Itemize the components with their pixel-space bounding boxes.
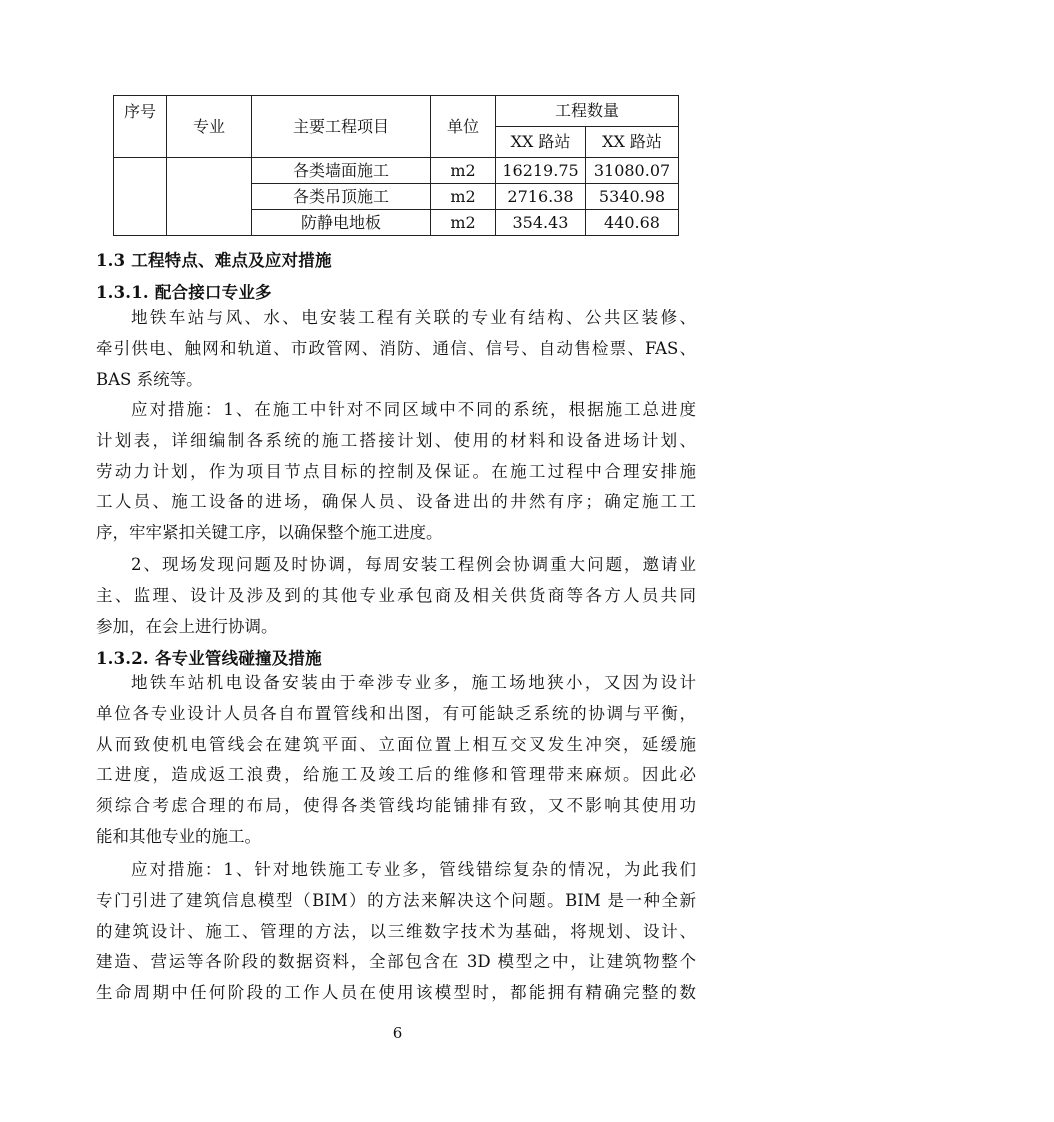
text-line: 能和其他专业的施工。 xyxy=(96,826,261,846)
header-index: 序号 xyxy=(114,96,167,158)
text-line: 须综合考虑合理的布局，使得各类管线均能铺排有致，又不影响其使用功 xyxy=(96,796,696,816)
paragraph-interfaces xyxy=(96,303,696,395)
cell-station-a: 16219.75 xyxy=(496,158,586,184)
text-line: 生命周期中任何阶段的工作人员在使用该模型时，都能拥有精确完整的数 xyxy=(96,983,696,1003)
cell-station-a: 2716.38 xyxy=(496,184,586,210)
paragraph-measures-2 xyxy=(96,550,696,642)
cell-unit: m2 xyxy=(431,158,496,184)
cell-station-b: 31080.07 xyxy=(586,158,679,184)
page-number: 6 xyxy=(392,1024,403,1042)
section-heading-1-3-1: 1.3.1. 配合接口专业多 xyxy=(96,283,272,302)
cell-item: 各类吊顶施工 xyxy=(252,184,431,210)
text-line: 劳动力计划，作为项目节点目标的控制及保证。在施工过程中合理安排施 xyxy=(96,461,696,481)
text-line: 应对措施：1、针对地铁施工专业多，管线错综复杂的情况，为此我们 xyxy=(131,860,696,879)
paragraph-bim-measures xyxy=(96,855,696,1009)
text-line: 序，牢牢紧扣关键工序，以确保整个施工进度。 xyxy=(96,523,443,543)
header-unit: 单位 xyxy=(431,96,496,158)
cell-index xyxy=(114,158,167,236)
text-line: 工进度，造成返工浪费，给施工及竣工后的维修和管理带来麻烦。因此必 xyxy=(96,765,696,785)
cell-station-b: 440.68 xyxy=(586,210,679,236)
quantity-table xyxy=(113,95,679,236)
text-line: 牵引供电、触网和轨道、市政管网、消防、通信、信号、自动售检票、FAS、 xyxy=(96,338,696,358)
text-line: 地铁车站与风、水、电安装工程有关联的专业有结构、公共区装修、 xyxy=(131,308,696,327)
text-line: 地铁车站机电设备安装由于牵涉专业多，施工场地狭小，又因为设计 xyxy=(131,673,696,692)
header-station-b: XX 路站 xyxy=(586,127,679,158)
text-line: 应对措施：1、在施工中针对不同区域中不同的系统，根据施工总进度 xyxy=(131,400,696,419)
paragraph-pipeline-collision xyxy=(96,668,696,853)
cell-discipline xyxy=(167,158,252,236)
section-heading-1-3-2: 1.3.2. 各专业管线碰撞及措施 xyxy=(96,649,322,668)
paragraph-measures-1 xyxy=(96,395,696,549)
cell-unit: m2 xyxy=(431,184,496,210)
text-line: 主、监理、设计及涉及到的其他专业承包商及相关供货商等各方人员共同 xyxy=(96,585,696,605)
cell-station-b: 5340.98 xyxy=(586,184,679,210)
text-line: BAS 系统等。 xyxy=(96,369,203,389)
header-item: 主要工程项目 xyxy=(252,96,431,158)
text-line: 从而致使机电管线会在建筑平面、立面位置上相互交叉发生冲突，延缓施 xyxy=(96,734,696,754)
text-line: 单位各专业设计人员各自布置管线和出图，有可能缺乏系统的协调与平衡， xyxy=(96,703,696,723)
cell-item: 各类墙面施工 xyxy=(252,158,431,184)
table-row xyxy=(114,158,679,184)
table-header-row xyxy=(114,96,679,127)
section-heading-1-3: 1.3 工程特点、难点及应对措施 xyxy=(96,251,332,270)
text-line: 建造、营运等各阶段的数据资料，全部包含在 3D 模型之中，让建筑物整个 xyxy=(96,952,696,972)
text-line: 专门引进了建筑信息模型（BIM）的方法来解决这个问题。BIM 是一种全新 xyxy=(96,890,696,910)
header-station-a: XX 路站 xyxy=(496,127,586,158)
text-line: 参加，在会上进行协调。 xyxy=(96,616,278,636)
text-line: 工人员、施工设备的进场，确保人员、设备进出的井然有序；确定施工工 xyxy=(96,492,696,512)
text-line: 2、现场发现问题及时协调，每周安装工程例会协调重大问题，邀请业 xyxy=(131,555,696,574)
cell-unit: m2 xyxy=(431,210,496,236)
header-quantity: 工程数量 xyxy=(496,96,679,127)
header-discipline: 专业 xyxy=(167,96,252,158)
text-line: 的建筑设计、施工、管理的方法，以三维数字技术为基础，将规划、设计、 xyxy=(96,921,696,941)
cell-item: 防静电地板 xyxy=(252,210,431,236)
cell-station-a: 354.43 xyxy=(496,210,586,236)
text-line: 计划表，详细编制各系统的施工搭接计划、使用的材料和设备进场计划、 xyxy=(96,430,696,450)
